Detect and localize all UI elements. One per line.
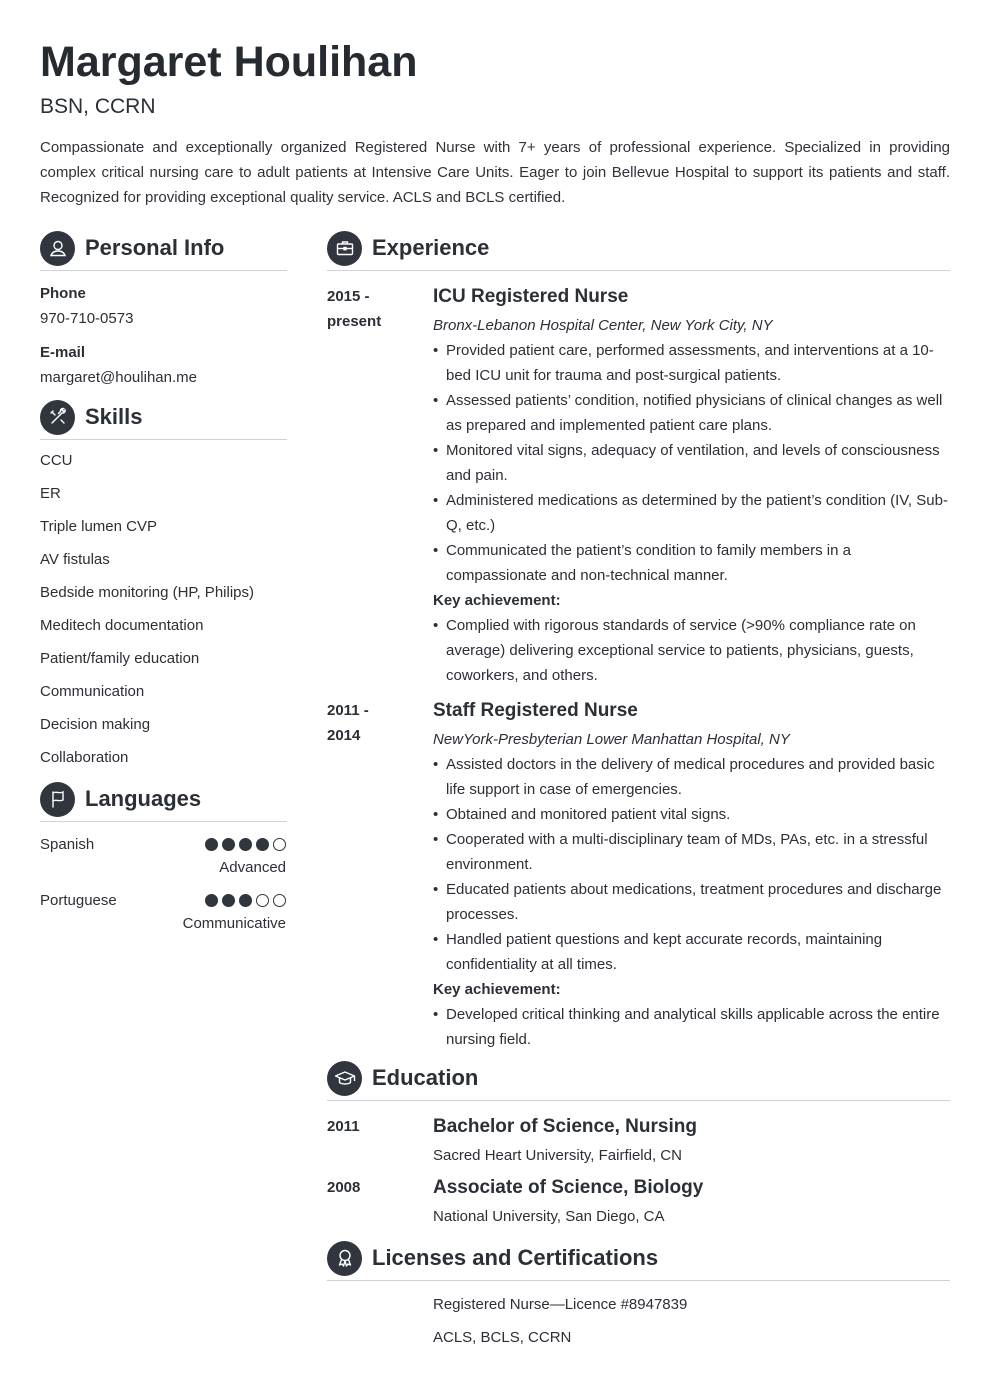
candidate-name: Margaret Houlihan <box>40 38 418 86</box>
graduation-cap-icon <box>327 1061 362 1096</box>
duty-item: • Educated patients about medications, treatment procedures and discharge processes. <box>433 877 950 927</box>
duty-item: • Handled patient questions and kept accurate records, maintaining confidentiality at all times. <box>433 927 950 977</box>
skill-item: Patient/family education <box>40 650 200 667</box>
skill-item: CCU <box>40 452 73 469</box>
job-entry <box>327 284 950 688</box>
achievement-item: • Developed critical thinking and analytical skills applicable across the entire nursing field. <box>433 1002 950 1052</box>
job-date-start: 2011 - <box>327 702 369 719</box>
duty-item: • Assisted doctors in the delivery of medical procedures and provided basic life support in case of emergencies. <box>433 752 950 802</box>
education-entry <box>327 1175 950 1229</box>
achievement-item: • Complied with rigorous standards of service (>90% compliance rate on average) delivering exceptional service to patients, physicians, guests, coworkers, and others. <box>433 613 950 688</box>
job-title: Staff Registered Nurse <box>433 700 638 721</box>
left-column <box>40 230 287 947</box>
rating-dot-empty <box>273 838 286 851</box>
personal-info-header <box>40 230 287 271</box>
professional-summary: Compassionate and exceptionally organized Registered Nurse with 7+ years of professional experience. Specialized in providing complex critical nursing care to adult patients at Intensive Care Units. Eager to join Bellevue Hospital to support its patients and staff. Recognized for providing exceptional quality service. ACLS and BCLS certified. <box>40 139 950 206</box>
skills-header <box>40 399 287 440</box>
language-name: Portuguese <box>40 892 117 909</box>
key-achievements <box>433 1002 950 1052</box>
duty-item: • Administered medications as determined by the patient’s condition (IV, Sub-Q, etc.) <box>433 488 950 538</box>
phone-value: 970-710-0573 <box>40 310 134 327</box>
credentials: BSN, CCRN <box>40 95 156 118</box>
skills-list <box>40 451 287 781</box>
rating-dot-filled <box>256 838 269 851</box>
rating-dot-filled <box>205 838 218 851</box>
award-ribbon-icon <box>327 1241 362 1276</box>
language-item <box>40 835 287 891</box>
job-duties <box>433 752 950 977</box>
flag-icon <box>40 782 75 817</box>
section-title-personal-info: Personal Info <box>85 235 225 260</box>
skill-item: Collaboration <box>40 749 129 766</box>
rating-dot-filled <box>222 838 235 851</box>
briefcase-icon <box>327 231 362 266</box>
language-level: Communicative <box>182 915 286 932</box>
email-value: margaret@houlihan.me <box>40 369 197 386</box>
rating-dot-filled <box>239 894 252 907</box>
language-rating <box>205 894 286 907</box>
person-icon <box>40 231 75 266</box>
duty-item: • Monitored vital signs, adequacy of ventilation, and levels of consciousness and pain. <box>433 438 950 488</box>
rating-dot-empty <box>256 894 269 907</box>
job-organization: NewYork-Presbyterian Lower Manhattan Hospital, NY <box>433 731 790 748</box>
job-date-start: 2015 - <box>327 288 370 305</box>
skill-item: Triple lumen CVP <box>40 518 157 535</box>
job-entry <box>327 698 950 1052</box>
job-duties <box>433 338 950 588</box>
phone-label: Phone <box>40 285 86 302</box>
right-column <box>327 230 950 1361</box>
skill-item: ER <box>40 485 61 502</box>
language-item <box>40 891 287 947</box>
school: National University, San Diego, CA <box>433 1208 665 1225</box>
skill-item: AV fistulas <box>40 551 110 568</box>
rating-dot-filled <box>239 838 252 851</box>
experience-header <box>327 230 950 271</box>
job-date-end: present <box>327 313 382 330</box>
job-organization: Bronx-Lebanon Hospital Center, New York City, NY <box>433 317 773 334</box>
section-title-experience: Experience <box>372 235 490 260</box>
education-year: 2008 <box>327 1179 361 1196</box>
key-achievement-label: Key achievement: <box>433 592 561 609</box>
degree: Associate of Science, Biology <box>433 1177 704 1198</box>
rating-dot-empty <box>273 894 286 907</box>
education-year: 2011 <box>327 1118 360 1135</box>
rating-dot-filled <box>222 894 235 907</box>
degree: Bachelor of Science, Nursing <box>433 1116 697 1137</box>
rating-dot-filled <box>205 894 218 907</box>
tools-icon <box>40 400 75 435</box>
skill-item: Decision making <box>40 716 151 733</box>
education-body <box>433 1114 950 1168</box>
job-title: ICU Registered Nurse <box>433 286 629 307</box>
duty-item: • Provided patient care, performed assessments, and interventions at a 10-bed ICU unit for trauma and post-surgical patients. <box>433 338 950 388</box>
key-achievements <box>433 613 950 688</box>
language-level: Advanced <box>219 859 286 876</box>
languages-list <box>40 835 287 947</box>
duty-item: • Communicated the patient’s condition to family members in a compassionate and non-technical manner. <box>433 538 950 588</box>
licenses-list <box>433 1295 950 1361</box>
duty-item: • Obtained and monitored patient vital signs. <box>433 802 950 827</box>
language-rating <box>205 838 286 851</box>
duty-item: • Cooperated with a multi-disciplinary team of MDs, PAs, etc. in a stressful environment. <box>433 827 950 877</box>
licenses-header <box>327 1240 950 1281</box>
section-title-licenses: Licenses and Certifications <box>372 1245 659 1270</box>
license-item: Registered Nurse—Licence #8947839 <box>433 1296 688 1313</box>
school: Sacred Heart University, Fairfield, CN <box>433 1147 682 1164</box>
job-date-end: 2014 <box>327 727 361 744</box>
skill-item: Bedside monitoring (HP, Philips) <box>40 584 254 601</box>
job-dates <box>327 284 407 334</box>
education-header <box>327 1060 950 1101</box>
education-body <box>433 1175 950 1229</box>
job-body <box>433 284 950 688</box>
section-title-languages: Languages <box>85 786 202 811</box>
languages-header <box>40 781 287 822</box>
duty-item: • Assessed patients’ condition, notified physicians of clinical changes as well as prepared and implemented patient care plans. <box>433 388 950 438</box>
key-achievement-label: Key achievement: <box>433 981 561 998</box>
education-entry <box>327 1114 950 1168</box>
section-title-skills: Skills <box>85 404 143 429</box>
skill-item: Meditech documentation <box>40 617 204 634</box>
language-name: Spanish <box>40 836 95 853</box>
skill-item: Communication <box>40 683 145 700</box>
section-title-education: Education <box>372 1065 479 1090</box>
email-label: E-mail <box>40 344 86 361</box>
job-body <box>433 698 950 1052</box>
job-dates <box>327 698 407 748</box>
license-item: ACLS, BCLS, CCRN <box>433 1329 572 1346</box>
